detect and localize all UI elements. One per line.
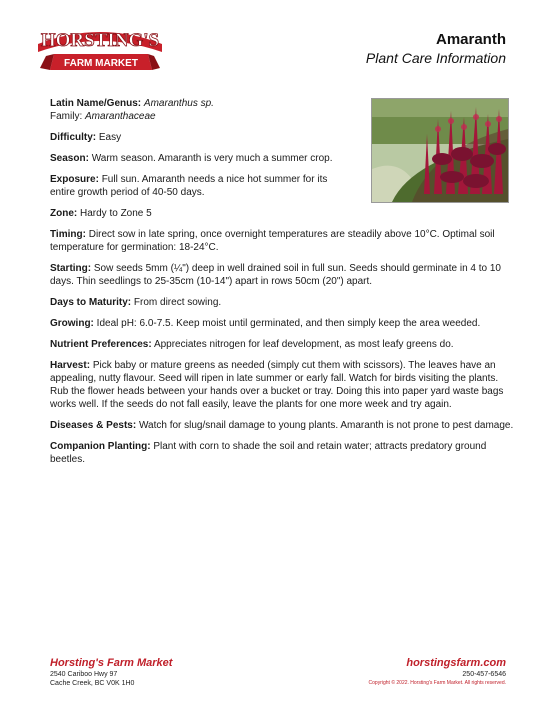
- maturity-label: Days to Maturity:: [50, 297, 132, 308]
- starting-section: [50, 262, 515, 288]
- harvest-section: [50, 359, 515, 411]
- exposure-section: [50, 173, 350, 199]
- farm-logo: [32, 22, 168, 74]
- starting-text: Sow seeds 5mm (¼") deep in well drained soil in full sun. Seeds should germinate in 4 to 10 days. Thin seedlings to 25-35cm (10-14") apart in rows 50cm (20") apart.: [50, 263, 501, 287]
- footer-address-block: [50, 657, 172, 688]
- harvest-text: Pick baby or mature greens as needed (simply cut them with scissors). The leaves have an appealing, nutty flavour. Seed will ripen in late summer or early fall. Watch for birds visiting the plants. Rub the flower heads between your hands over a bucket or tray. Doing this into paper yard waste bags works well. If the seeds do not fall easily, leave the plants for one more week and try again.: [50, 360, 504, 410]
- timing-section: [50, 228, 515, 254]
- timing-label: Timing:: [50, 229, 86, 240]
- zone-section: [50, 207, 350, 220]
- latin-name-section: [50, 97, 350, 123]
- growing-section: [50, 317, 515, 330]
- pests-text: Watch for slug/snail damage to young plants. Amaranth is not prone to pest damage.: [138, 420, 514, 431]
- difficulty-label: Difficulty:: [50, 132, 97, 143]
- difficulty-section: [50, 131, 350, 144]
- harvest-label: Harvest:: [50, 360, 91, 371]
- timing-text: Direct sow in late spring, once overnight temperatures are steadily above 10°C. Optimal soil temperature for germination: 18-24°C.: [50, 229, 495, 253]
- exposure-label: Exposure:: [50, 174, 99, 185]
- season-text: Warm season. Amaranth is very much a summer crop.: [91, 153, 333, 164]
- footer-address-line1: 2540 Cariboo Hwy 97: [50, 671, 118, 678]
- footer-contact-block: [369, 657, 506, 688]
- footer-brand: Horsting's Farm Market: [50, 657, 173, 669]
- companion-text: Plant with corn to shade the soil and retain water; attracts predatory ground beetles.: [50, 441, 487, 465]
- footer-website-link[interactable]: horstingsfarm.com: [406, 657, 506, 669]
- companion-label: Companion Planting:: [50, 441, 151, 452]
- exposure-text: Full sun. Amaranth needs a nice hot summer for its entire growth period of 40-50 days.: [50, 174, 328, 198]
- season-label: Season:: [50, 153, 89, 164]
- family-value: Amaranthaceae: [85, 111, 156, 122]
- plant-title: Amaranth: [435, 31, 506, 48]
- latin-label: Latin Name/Genus:: [50, 98, 142, 109]
- nutrient-section: [50, 338, 515, 351]
- family-label: Family:: [50, 111, 83, 122]
- logo-line2: FARM MARKET: [64, 58, 138, 69]
- pests-label: Diseases & Pests:: [50, 420, 137, 431]
- growing-text: Ideal pH: 6.0-7.5. Keep moist until germinated, and then simply keep the area weeded.: [96, 318, 481, 329]
- logo-graphic: [32, 22, 168, 74]
- zone-label: Zone:: [50, 208, 78, 219]
- pests-section: [50, 419, 515, 432]
- footer-address-line2: Cache Creek, BC V0K 1H0: [50, 680, 135, 687]
- growing-label: Growing:: [50, 318, 94, 329]
- footer-copyright: Copyright © 2022. Horsting's Farm Market. All rights reserved.: [368, 680, 506, 686]
- latin-value: Amaranthus sp.: [143, 98, 214, 109]
- maturity-text: From direct sowing.: [133, 297, 222, 308]
- document-header: [366, 31, 506, 67]
- logo-line1: HORSTING'S: [40, 30, 160, 51]
- footer-phone: 250-457-6546: [462, 671, 506, 678]
- companion-section: [50, 440, 515, 466]
- starting-label: Starting:: [50, 263, 92, 274]
- nutrient-text: Appreciates nitrogen for leaf development, as most leafy greens do.: [153, 339, 454, 350]
- document-subtitle: Plant Care Information: [365, 50, 506, 66]
- season-section: [50, 152, 350, 165]
- plant-care-content: [50, 97, 515, 474]
- maturity-section: [50, 296, 515, 309]
- difficulty-text: Easy: [98, 132, 122, 143]
- nutrient-label: Nutrient Preferences:: [50, 339, 152, 350]
- zone-text: Hardy to Zone 5: [80, 208, 152, 219]
